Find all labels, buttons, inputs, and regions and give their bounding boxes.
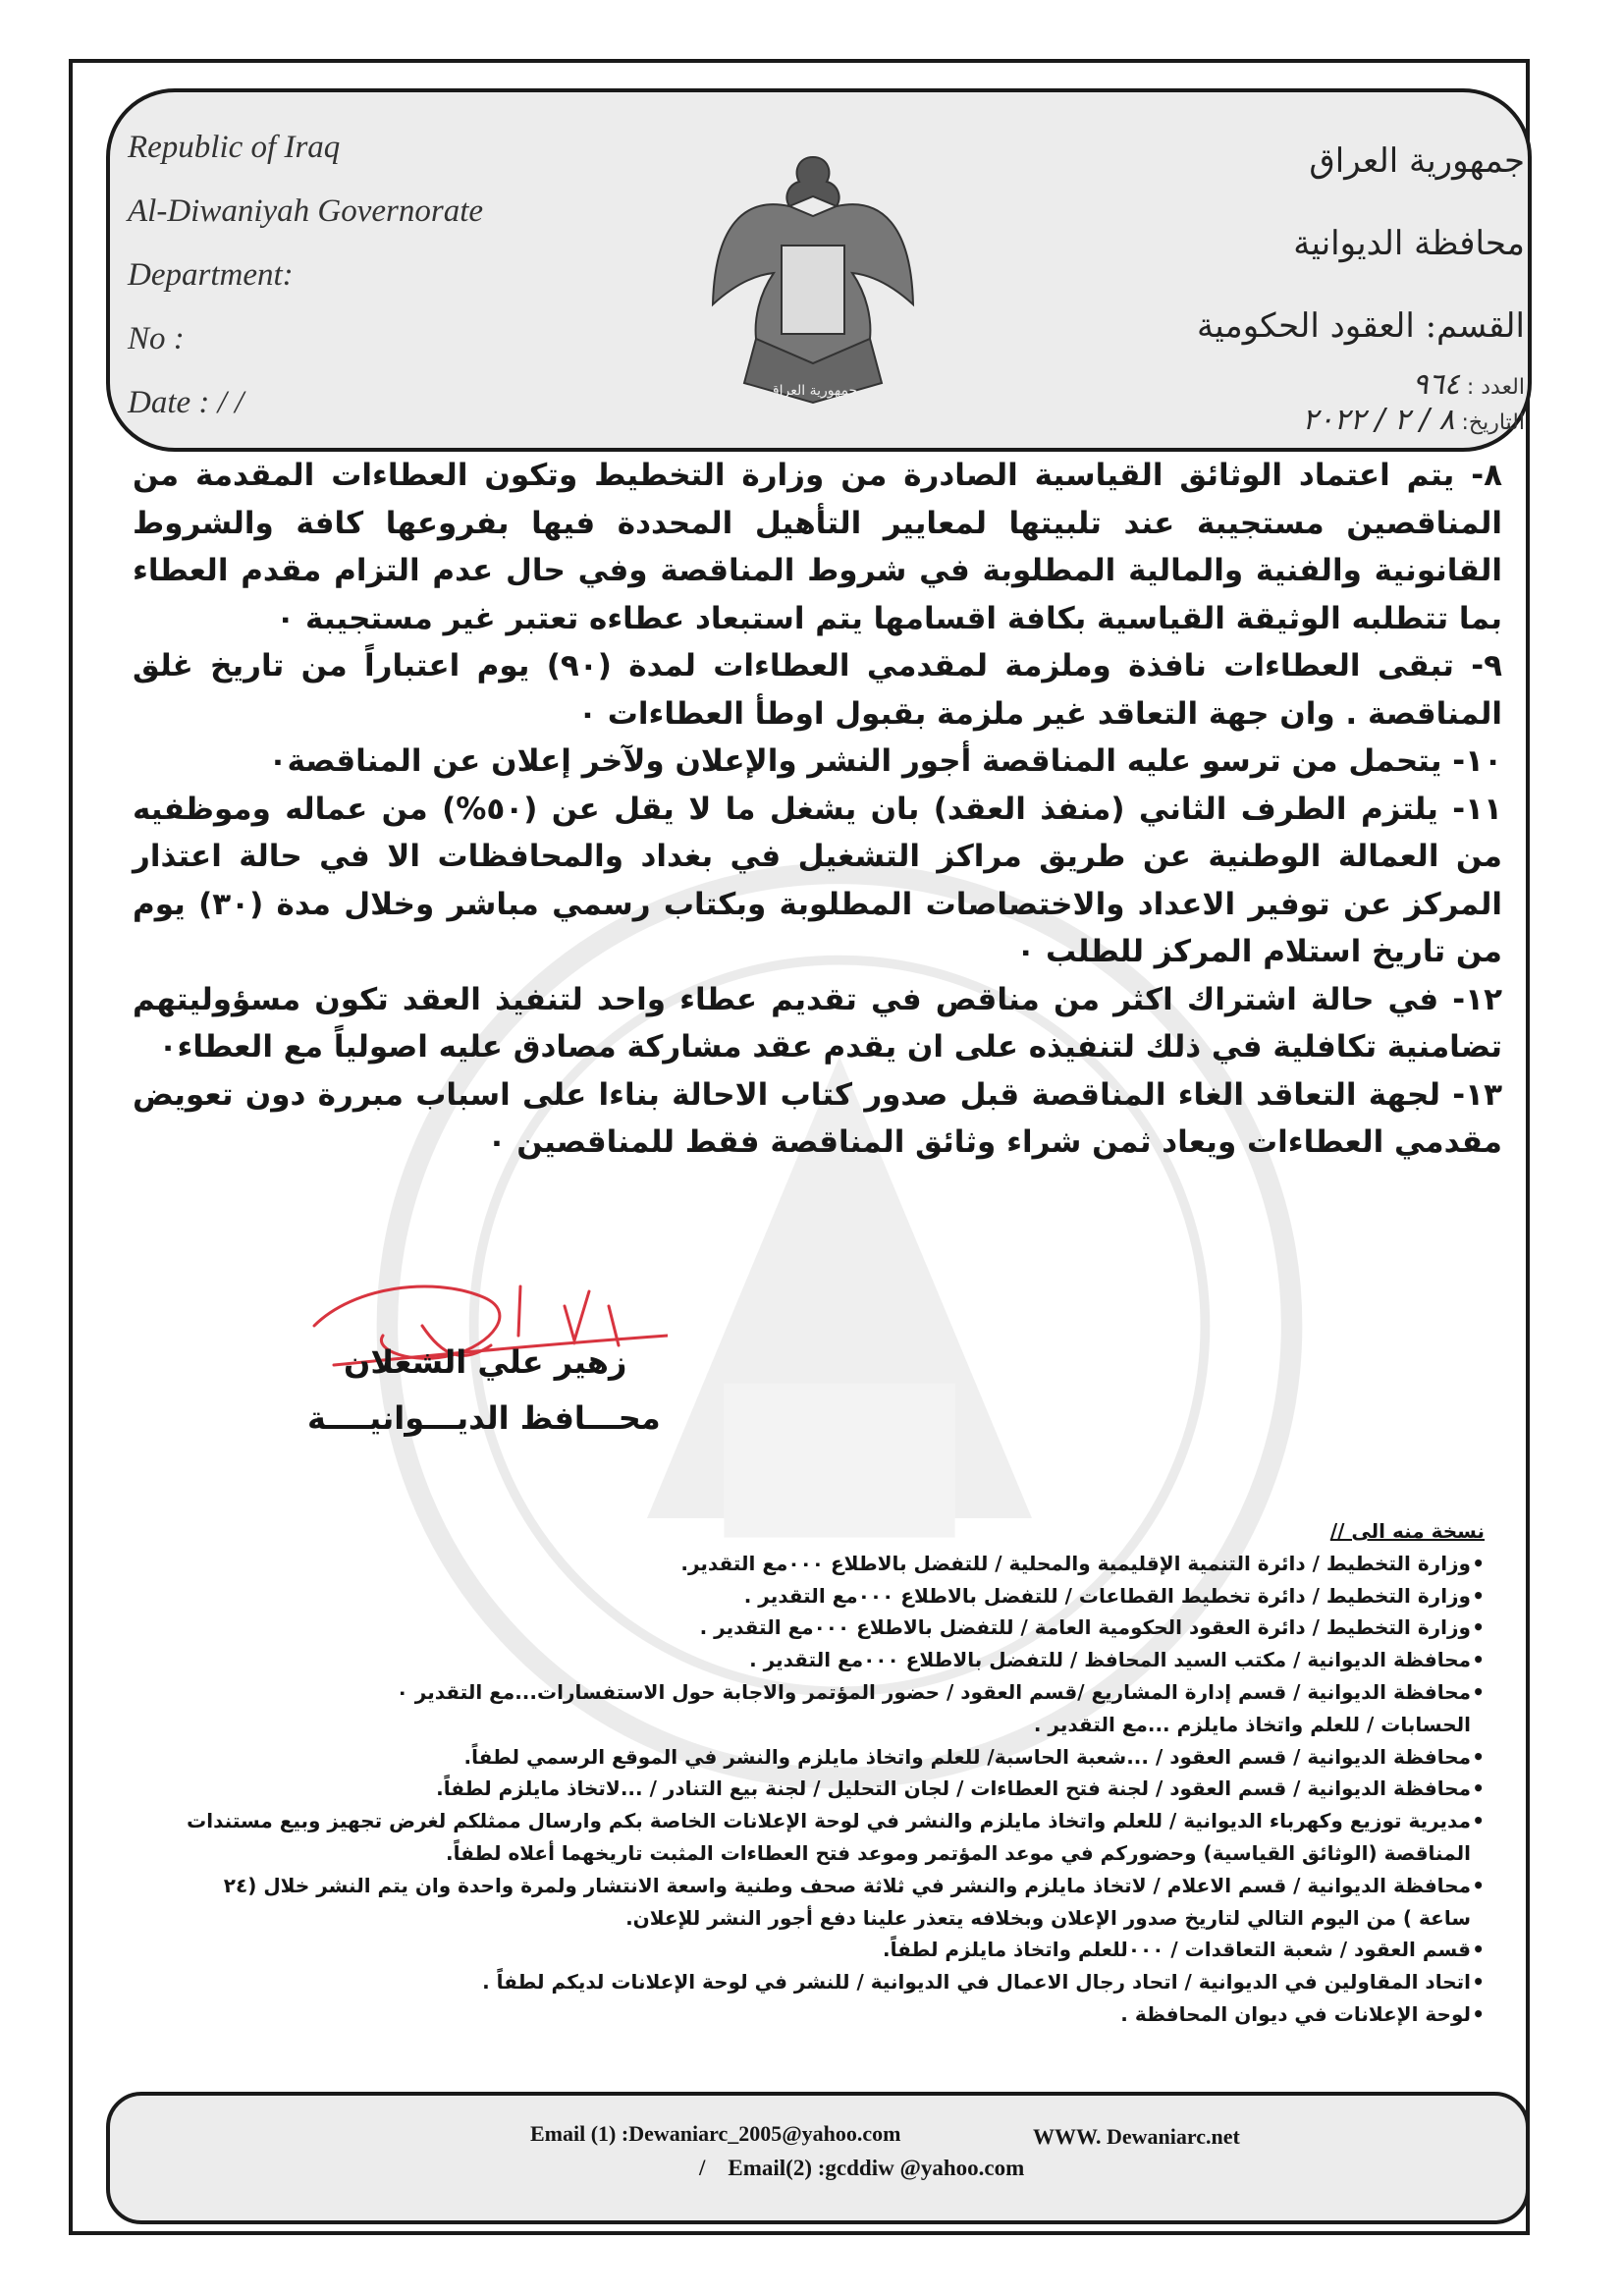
governorate-english: Al-Diwaniyah Governorate [128, 193, 484, 229]
date-line [975, 403, 1525, 438]
list-item: • وزارة التخطيط / دائرة التنمية الإقليمية والمحلية / للتفضل بالاطلاع ٠٠٠مع التقدير. [187, 1548, 1485, 1580]
list-item: • وزارة التخطيط / دائرة العقود الحكومية العامة / للتفضل بالاطلاع ٠٠٠مع التقدير . [187, 1612, 1485, 1644]
date-label-arabic: التاريخ: [1461, 410, 1525, 435]
iraq-eagle-emblem-icon [705, 137, 921, 422]
country-english: Republic of Iraq [128, 130, 341, 165]
list-item: • قسم العقود / شعبة التعاقدات / ٠٠٠للعلم واتخاذ مايلزم لطفاً. [187, 1934, 1485, 1966]
list-item: • محافظة الديوانية / مكتب السيد المحافظ / للتفضل بالاطلاع ٠٠٠مع التقدير . [187, 1644, 1485, 1676]
list-item-accounts: الحسابات / للعلم واتخاذ مايلزم ...مع التقدير . [1033, 1712, 1471, 1736]
number-value: ٩٦٤ [1412, 367, 1460, 402]
footer-email-1: Email (1) :Dewaniarc_2005@yahoo.com [530, 2121, 901, 2146]
footer-slash: / [699, 2156, 706, 2180]
clause-10: ١٠- يتحمل من ترسو عليه المناقصة أجور النشر والإعلان ولآخر إعلان عن المناقصة٠ [268, 743, 1502, 779]
letterhead-arabic [975, 120, 1525, 438]
number-label-arabic: العدد : [1466, 375, 1525, 400]
department-label-english: Department: [128, 257, 294, 293]
emblem-text: جمهورية العراق [768, 383, 858, 399]
list-item: • محافظة الديوانية / قسم العقود / لجنة فتح العطاءات / لجان التحليل / لجنة بيع التنادر / ...لاتخاذ مايلزم لطفاً. [187, 1773, 1485, 1805]
list-item: • لوحة الإعلانات في ديوان المحافظة . [187, 1998, 1485, 2031]
copies-to-title: نسخة منه الى // [1329, 1519, 1485, 1543]
letterhead-english [128, 116, 589, 435]
department-arabic: القسم: العقود الحكومية [1197, 306, 1525, 346]
footer-email-2-text: Email(2) :gcddiw @yahoo.com [728, 2156, 1025, 2180]
list-item: • محافظة الديوانية / قسم العقود / ...شعبة الحاسبة/ للعلم واتخاذ مايلزم والنشر في الموقع الرسمي لطفاً. [187, 1741, 1485, 1774]
clause-9: ٩- تبقى العطاءات نافذة وملزمة لمقدمي العطاءات لمدة (٩٠) يوم اعتباراً من تاريخ غلق المناقصة . وان جهة التعاقد غير ملزمة بقبول اوطأ العطاءات ٠ [133, 648, 1502, 732]
list-item: • وزارة التخطيط / دائرة تخطيط القطاعات / للتفضل بالاطلاع ٠٠٠مع التقدير . [187, 1580, 1485, 1613]
date-label-english: Date : / / [128, 385, 244, 420]
clause-12: ١٢- في حالة اشتراك اكثر من مناقص في تقديم عطاء واحد لتنفيذ العقد تكون مسؤوليتهم تضامنية تكافلية في ذلك لتنفيذه على ان يقدم عقد مشاركة مصادق عليه اصولياً مع العطاء٠ [133, 981, 1503, 1065]
clause-8: ٨- يتم اعتماد الوثائق القياسية الصادرة من وزارة التخطيط وتكون العطاءات المقدمة من المناقصين مستجيبة عند تلبيتها لمعايير التأهيل المحددة فيها بفروعها كافة والشروط القانونية والفنية والمالية المطلوبة في شروط المناقصة وفي حال عدم التزام مقدم العطاء بما تتطلبه الوثيقة القياسية بكافة اقسامها يتم استبعاد عطاءه تعتبر غير مستجيبة ٠ [133, 458, 1502, 636]
copies-to-list [187, 1515, 1485, 2031]
country-arabic: جمهورية العراق [1309, 141, 1525, 181]
date-value: ٨ / ٢ / ٢٠٢٢ [1302, 403, 1455, 437]
footer-website: WWW. Dewaniarc.net [1033, 2124, 1240, 2149]
list-item: • محافظة الديوانية / قسم إدارة المشاريع /قسم العقود / حضور المؤتمر والاجابة حول الاستفسارات...مع التقدير ٠ [187, 1676, 1485, 1709]
clauses [133, 452, 1502, 1167]
number-line [975, 367, 1525, 403]
signatory-name: زهير علي الشعلان [344, 1343, 627, 1381]
signatory-title: محـــافظ الديـــوانيــــة [307, 1399, 661, 1437]
number-label-english: No : [128, 321, 185, 356]
list-item: • مديرية توزيع وكهرباء الديوانية / للعلم واتخاذ مايلزم والنشر في لوحة الإعلانات الخاصة بكم وارسال ممثلكم لغرض تجهيز وبيع مستندات المناقصة (الوثائق القياسية) وحضوركم في موعد المؤتمر وموعد فتح العطاءات المثبت تاريخهما أعلاه لطفاً. [187, 1805, 1485, 1870]
governorate-arabic: محافظة الديوانية [1293, 224, 1525, 263]
footer-email-2 [699, 2156, 1024, 2181]
list-item: • اتحاد المقاولين في الديوانية / اتحاد رجال الاعمال في الديوانية / للنشر في لوحة الإعلانات لديكم لطفاً . [187, 1966, 1485, 1998]
list-item: • محافظة الديوانية / قسم الاعلام / لاتخاذ مايلزم والنشر في ثلاثة صحف وطنية واسعة الانتشار ولمرة واحدة وان يتم النشر خلال (٢٤ ساعة ) من اليوم التالي لتاريخ صدور الإعلان وبخلافه يتعذر علينا دفع أجور النشر للإعلان. [187, 1870, 1485, 1935]
clause-13: ١٣- لجهة التعاقد الغاء المناقصة قبل صدور كتاب الاحالة بناءا على اسباب مبررة دون تعويض مقدمي العطاءات ويعاد ثمن شراء وثائق المناقصة فقط للمناقصين ٠ [133, 1076, 1503, 1160]
clause-11: ١١- يلتزم الطرف الثاني (منفذ العقد) بان يشغل ما لا يقل عن (٥٠%) من عماله وموظفيه من العمالة الوطنية عن طريق مراكز التشغيل في بغداد والمحافظات الا في حالة اعتذار المركز عن توفير الاعداد والاختصاصات المطلوبة وبكتاب رسمي مباشر وخلال مدة (٣٠) يوم من تاريخ استلام المركز للطلب ٠ [133, 791, 1503, 969]
